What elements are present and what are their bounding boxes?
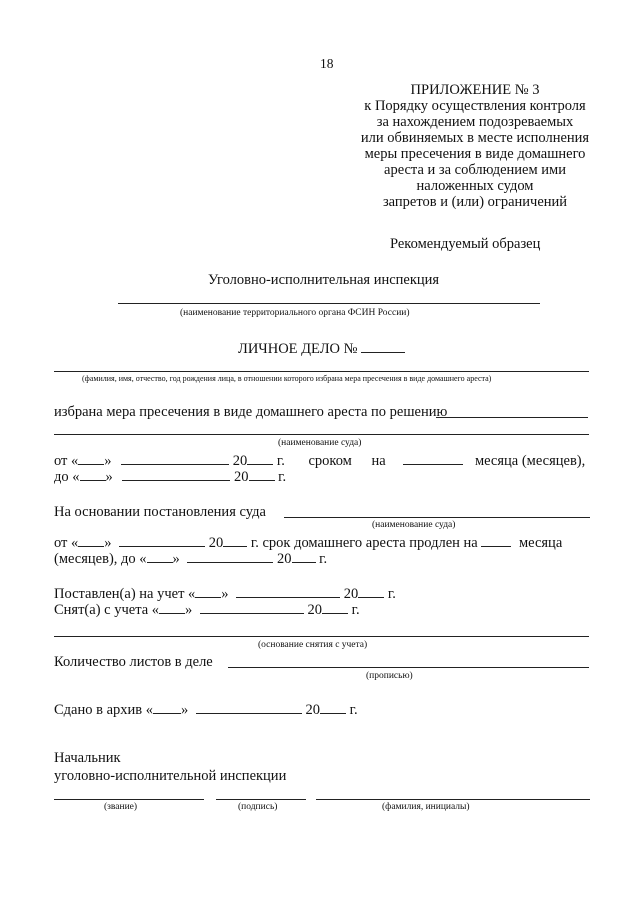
appendix-line: наложенных судом <box>416 178 534 194</box>
appendix-line: меры пресечения в виде домашнего <box>364 146 586 162</box>
registered-month[interactable] <box>236 585 340 598</box>
extension-until-month[interactable] <box>187 550 273 563</box>
org-field[interactable] <box>118 303 540 304</box>
case-number-field[interactable] <box>361 340 405 353</box>
decision-text: избрана мера пресечения в виде домашнего ареста по решению <box>54 404 448 420</box>
sheets-field[interactable] <box>228 667 589 668</box>
extension-from-row: от « » 20 г. срок домашнего ареста продлен на месяца <box>54 535 563 551</box>
decision-until-year[interactable] <box>249 468 275 481</box>
extension-court-field[interactable] <box>284 517 590 518</box>
rank-field[interactable] <box>54 799 204 800</box>
extension-months-field[interactable] <box>481 534 511 547</box>
extension-text: На основании постановления суда <box>54 504 266 520</box>
decision-court-caption: (наименование суда) <box>278 438 362 448</box>
sheets-caption: (прописью) <box>366 671 413 681</box>
deregistered-day[interactable] <box>159 601 185 614</box>
name-caption: (фамилия, инициалы) <box>382 802 470 812</box>
appendix-header <box>350 82 600 210</box>
appendix-line: ареста и за соблюдением ими <box>384 162 566 178</box>
decision-from-day[interactable] <box>78 452 104 465</box>
extension-until-day[interactable] <box>147 550 173 563</box>
archive-day[interactable] <box>153 701 181 714</box>
registered-year[interactable] <box>358 585 384 598</box>
person-caption: (фамилия, имя, отчество, год рождения лица, в отношении которого избрана мера пресечения в виде домашнего ареста) <box>82 374 492 383</box>
deregistration-basis-caption: (основание снятия с учета) <box>258 640 368 650</box>
decision-until-row: до « » 20 г. <box>54 469 287 485</box>
appendix-title: ПРИЛОЖЕНИЕ № 3 <box>410 82 540 98</box>
org-caption: (наименование территориального органа ФСИН России) <box>180 308 410 318</box>
deregistered-row: Снят(а) с учета « » 20 г. <box>54 602 360 618</box>
decision-until-month[interactable] <box>122 468 230 481</box>
signature-title-2: уголовно-исполнительной инспекции <box>54 768 287 784</box>
deregistered-year[interactable] <box>322 601 348 614</box>
extension-until-year[interactable] <box>292 550 316 563</box>
decision-from-month[interactable] <box>121 452 229 465</box>
appendix-line: к Порядку осуществления контроля <box>364 98 586 114</box>
extension-court-caption: (наименование суда) <box>372 520 456 530</box>
extension-from-month[interactable] <box>119 534 205 547</box>
extension-from-year[interactable] <box>223 534 247 547</box>
person-field[interactable] <box>54 371 589 372</box>
extension-until-row: (месяцев), до « » 20 г. <box>54 551 328 567</box>
registered-day[interactable] <box>195 585 221 598</box>
org-name: Уголовно-исполнительная инспекция <box>208 272 440 288</box>
rank-caption: (звание) <box>104 802 138 812</box>
decision-term-field[interactable] <box>403 452 463 465</box>
deregistered-month[interactable] <box>200 601 304 614</box>
signature-caption: (подпись) <box>238 802 278 812</box>
page-number: 18 <box>320 56 334 71</box>
case-title-label: ЛИЧНОЕ ДЕЛО № <box>238 341 358 357</box>
archive-month[interactable] <box>196 701 302 714</box>
signature-title-1: Начальник <box>54 750 121 766</box>
archive-year[interactable] <box>320 701 346 714</box>
decision-from-row: от « » 20 г. сроком на месяца (месяцев), <box>54 453 586 469</box>
appendix-line: запретов и (или) ограничений <box>382 194 568 210</box>
name-field[interactable] <box>316 799 590 800</box>
recommended-sample: Рекомендуемый образец <box>390 236 541 252</box>
case-title <box>238 340 405 357</box>
decision-court-field-2[interactable] <box>54 434 589 435</box>
decision-court-field-1[interactable] <box>436 417 588 418</box>
deregistration-basis-field[interactable] <box>54 636 589 637</box>
archive-row: Сдано в архив « » 20 г. <box>54 702 358 718</box>
sheets-label: Количество листов в деле <box>54 654 213 670</box>
signature-field[interactable] <box>216 799 306 800</box>
registered-row: Поставлен(а) на учет « » 20 г. <box>54 586 396 602</box>
extension-from-day[interactable] <box>78 534 104 547</box>
appendix-line: или обвиняемых в месте исполнения <box>360 130 590 146</box>
decision-from-year[interactable] <box>247 452 273 465</box>
appendix-line: за нахождением подозреваемых <box>376 114 574 130</box>
decision-until-day[interactable] <box>80 468 106 481</box>
